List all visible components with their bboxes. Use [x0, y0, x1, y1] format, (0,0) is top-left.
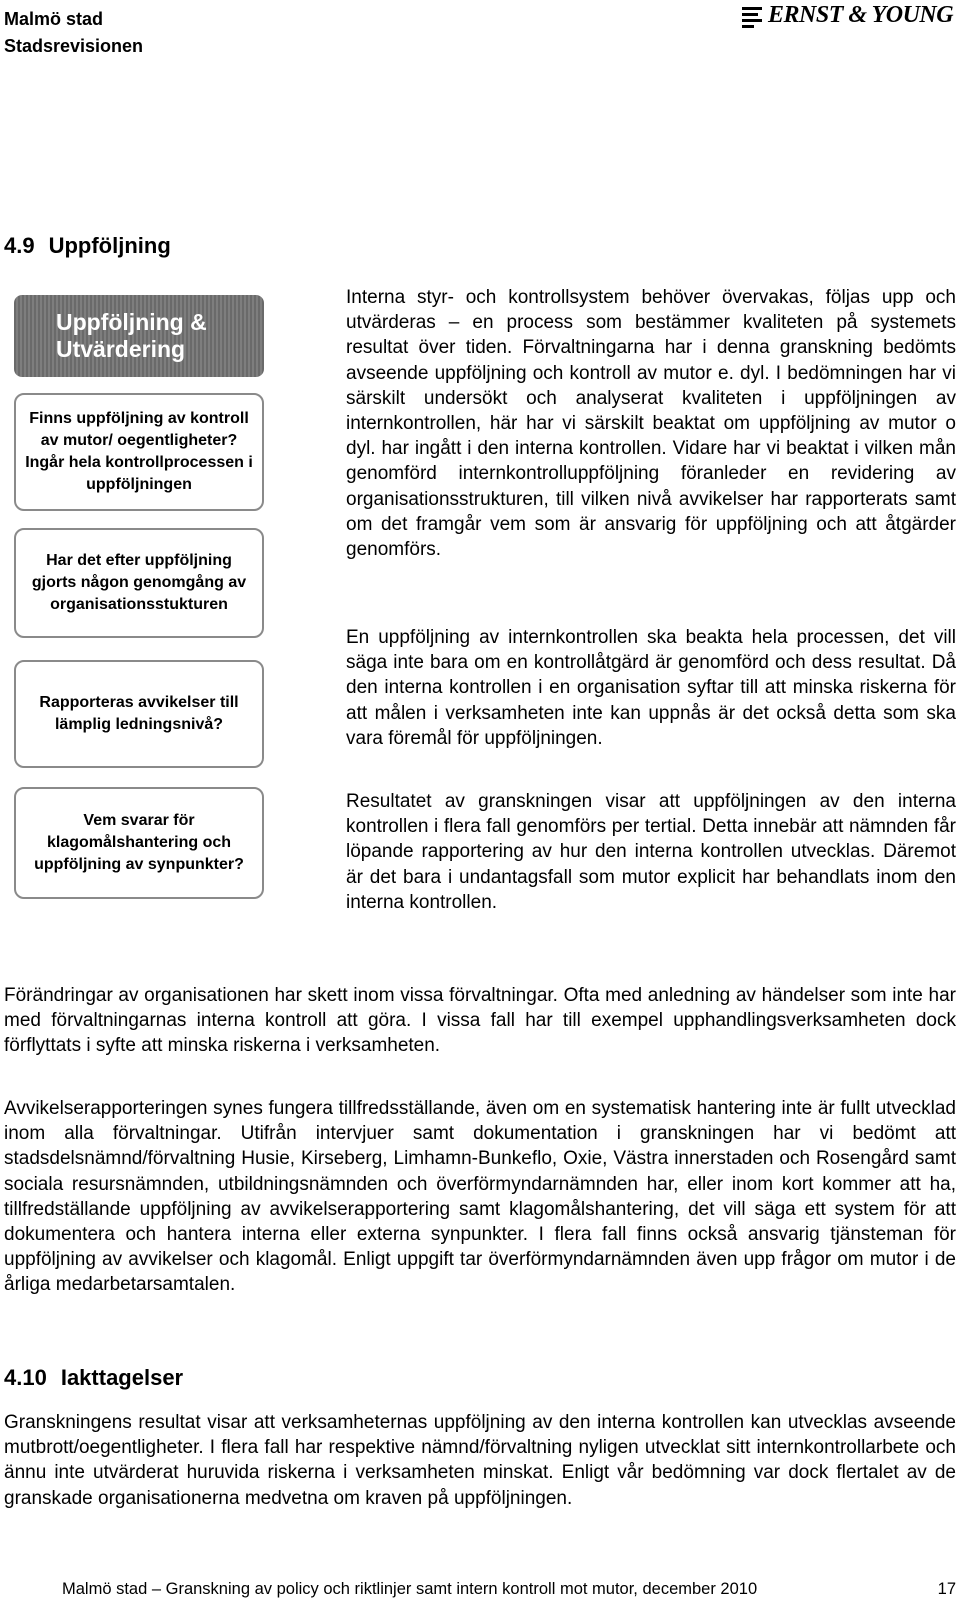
illustration-title: Uppföljning & Utvärdering [14, 295, 264, 377]
followup-illustration [14, 295, 264, 873]
body-paragraph: Resultatet av granskningen visar att uppföljningen av den interna kontrollen i flera fall genomförs per tertial. Detta innebär att nämnden får löpande rapportering av hur den interna kontrollen utvecklas. Däremot är det bara i undantagsfall som mutor explicit har behandlats inom den interna kontrollen. [346, 791, 956, 913]
page-number: 17 [937, 1580, 956, 1598]
footer-text: Malmö stad – Granskning av policy och riktlinjer samt intern kontroll mot mutor, december 2010 [62, 1580, 758, 1598]
question-box: Rapporteras avvikelser till lämplig ledningsnivå? [14, 660, 264, 768]
page-footer [62, 1578, 956, 1600]
section-title: Uppföljning [48, 233, 171, 258]
body-paragraph: Avvikelserapporteringen synes fungera tillfredsställande, även om en systematisk hantering inte är fullt utvecklad inom alla förvaltningar. Utifrån intervjuer samt dokumentation i granskningen har vi bedömt att stadsdelsnämnd/förvaltning Husie, Kirseberg, Limhamn-Bunkeflo, Oxie, Västra innerstaden och Rosengård samt sociala resursnämnden, utbildningsnämnden och överförmyndarnämnden har, eller inom kort kommer att ha, tillfredställande uppföljning av avvikelserapportering samt klagomålshantering, det vill säga ett system för att dokumentera och hantera interna eller externa synpunkter. I flera fall finns också ansvarig tjänsteman för uppföljning av avvikelser och klagomål. Enligt uppgift tar överförmyndarnämnden även upp frågor om mutor i de årliga medarbetarsamtalen. [4, 1098, 956, 1296]
body-paragraph: Granskningens resultat visar att verksamheternas uppföljning av den interna kontrollen kan utvecklas avseende mutbrott/oegentligheter. I flera fall har respektive nämnd/förvaltning nyligen utvecklat sitt internkontrollarbete och ännu inte utvärderat huruvida riskerna i verksamheten minskat. Enligt vår bedömning var dock flertalet av de granskade organisationerna medvetna om kraven på uppföljningen. [4, 1412, 956, 1509]
header-organization [4, 6, 143, 60]
section-title: Iakttagelser [60, 1365, 184, 1390]
org-name: Malmö stad [4, 9, 104, 29]
section-number: 4.10 [4, 1365, 47, 1390]
question-box: Har det efter uppföljning gjorts någon genomgång av organisationsstukturen [14, 528, 264, 638]
org-unit: Stadsrevisionen [4, 36, 144, 56]
logo-text: ERNST & YOUNG [768, 2, 954, 28]
section-number: 4.9 [4, 233, 35, 258]
body-paragraph: Interna styr- och kontrollsystem behöver övervakas, följas upp och utvärderas – en process som bestämmer kvaliteten på systemets resultat över tiden. Förvaltningarna har i denna granskning bedömts avseende uppföljning och kontroll av mutor e. dyl. I bedömningen har vi särskilt undersökt och analyserat kvaliteten i uppföljningen av internkontrollen, här har vi särskilt beaktat om uppföljning av mutor o dyl. har ingått i den interna kontrollen. Vidare har vi beaktat i vilken mån genomförd internkontrolluppföljning föranleder en revidering av organisationsstrukturen, till vilken nivå avvikelser har rapporterats samt om det framgår vem som är ansvarig för uppföljning och att åtgärder genomförs. [346, 287, 956, 561]
body-paragraph: En uppföljning av internkontrollen ska beakta hela processen, det vill säga inte bara om en kontrollåtgärd är genomförd och dess resultat. Då den interna kontrollen i en organisation syftar till att minska riskerna för att målen i verksamheten inte kan uppnås är det också detta som ska vara föremål för uppföljningen. [346, 627, 956, 749]
question-box: Vem svarar för klagomålshantering och uppföljning av synpunkter? [14, 787, 264, 899]
question-box: Finns uppföljning av kontroll av mutor/ oegentligheter? Ingår hela kontrollprocessen i uppföljningen [14, 393, 264, 511]
ernst-young-logo [742, 2, 953, 29]
section-heading-4-9 [4, 232, 171, 260]
body-paragraph: Förändringar av organisationen har skett inom vissa förvaltningar. Ofta med anledning av händelser som inte har med förvaltningarnas interna kontroll att göra. I vissa fall har till exempel upphandlingsverksamheten dock förflyttats i syfte att minska riskerna i verksamheten. [4, 985, 956, 1057]
section-heading-4-10 [4, 1364, 183, 1392]
logo-mark-icon [742, 5, 762, 27]
